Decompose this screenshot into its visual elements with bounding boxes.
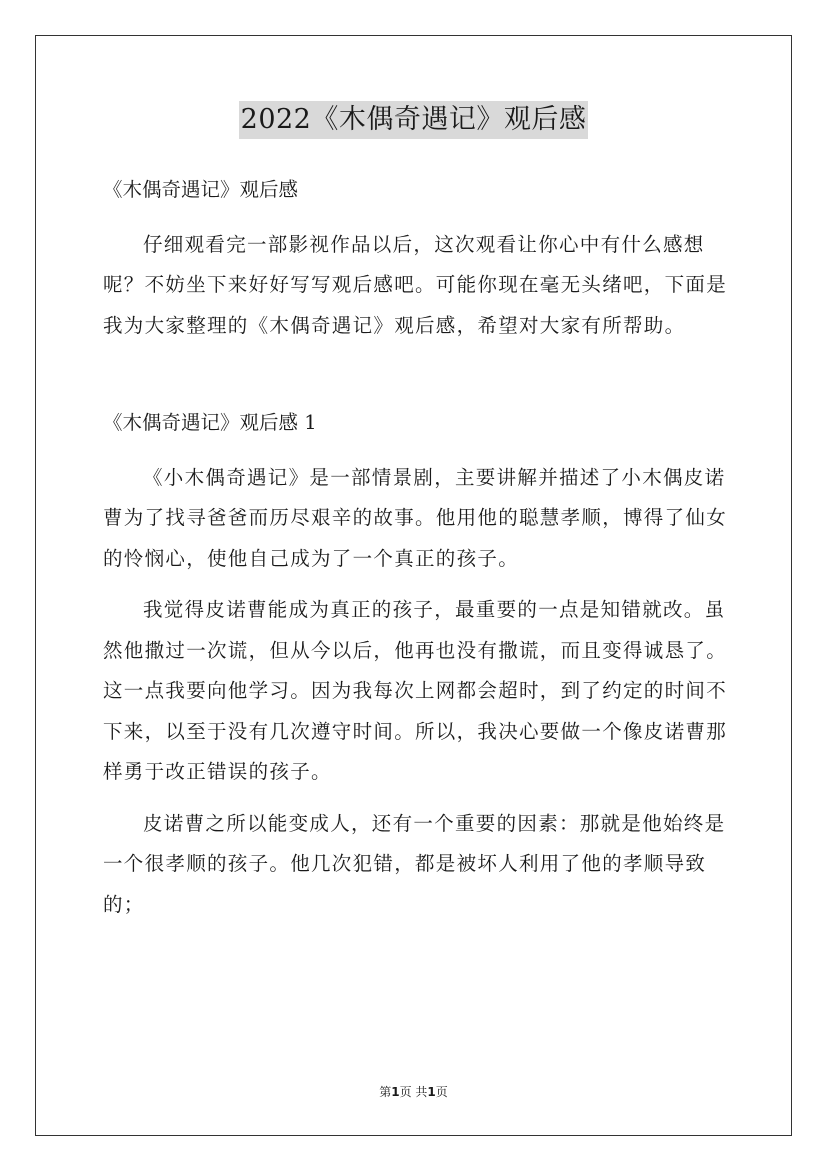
title-container [0, 101, 827, 139]
footer-prefix: 第 [379, 1085, 392, 1099]
section-heading: 《木偶奇遇记》观后感 1 [103, 411, 317, 434]
body-paragraph-2: 我觉得皮诺曹能成为真正的孩子，最重要的一点是知错就改。虽然他撒过一次谎，但从今以后，他再也没有撒谎，而且变得诚恳了。这一点我要向他学习。因为我每次上网都会超时，到了约定的时间不下来，以至于没有几次遵守时间。所以，我决心要做一个像皮诺曹那样勇于改正错误的孩子。 [103, 598, 728, 783]
document-title: 2022《木偶奇遇记》观后感 [239, 101, 589, 139]
body-paragraph-3: 皮诺曹之所以能变成人，还有一个重要的因素：那就是他始终是一个很孝顺的孩子。他几次犯错，都是被坏人利用了他的孝顺导致的； [103, 811, 726, 916]
footer-suffix: 页 [435, 1085, 448, 1099]
footer-page-number: 1 [391, 1085, 400, 1099]
page-footer [0, 1084, 827, 1100]
footer-total-pages: 1 [427, 1085, 436, 1099]
intro-paragraph: 仔细观看完一部影视作品以后，这次观看让你心中有什么感想呢？不妨坐下来好好写写观后感吧。可能你现在毫无头绪吧，下面是我为大家整理的《木偶奇遇记》观后感，希望对大家有所帮助。 [103, 232, 728, 337]
subheading: 《木偶奇遇记》观后感 [103, 178, 299, 201]
document-body [103, 170, 731, 925]
body-paragraph-1: 《小木偶奇遇记》是一部情景剧，主要讲解并描述了小木偶皮诺曹为了找寻爸爸而历尽艰辛的故事。他用他的聪慧孝顺，博得了仙女的怜悯心，使他自己成为了一个真正的孩子。 [103, 465, 728, 570]
footer-middle: 页 共 [399, 1085, 428, 1099]
